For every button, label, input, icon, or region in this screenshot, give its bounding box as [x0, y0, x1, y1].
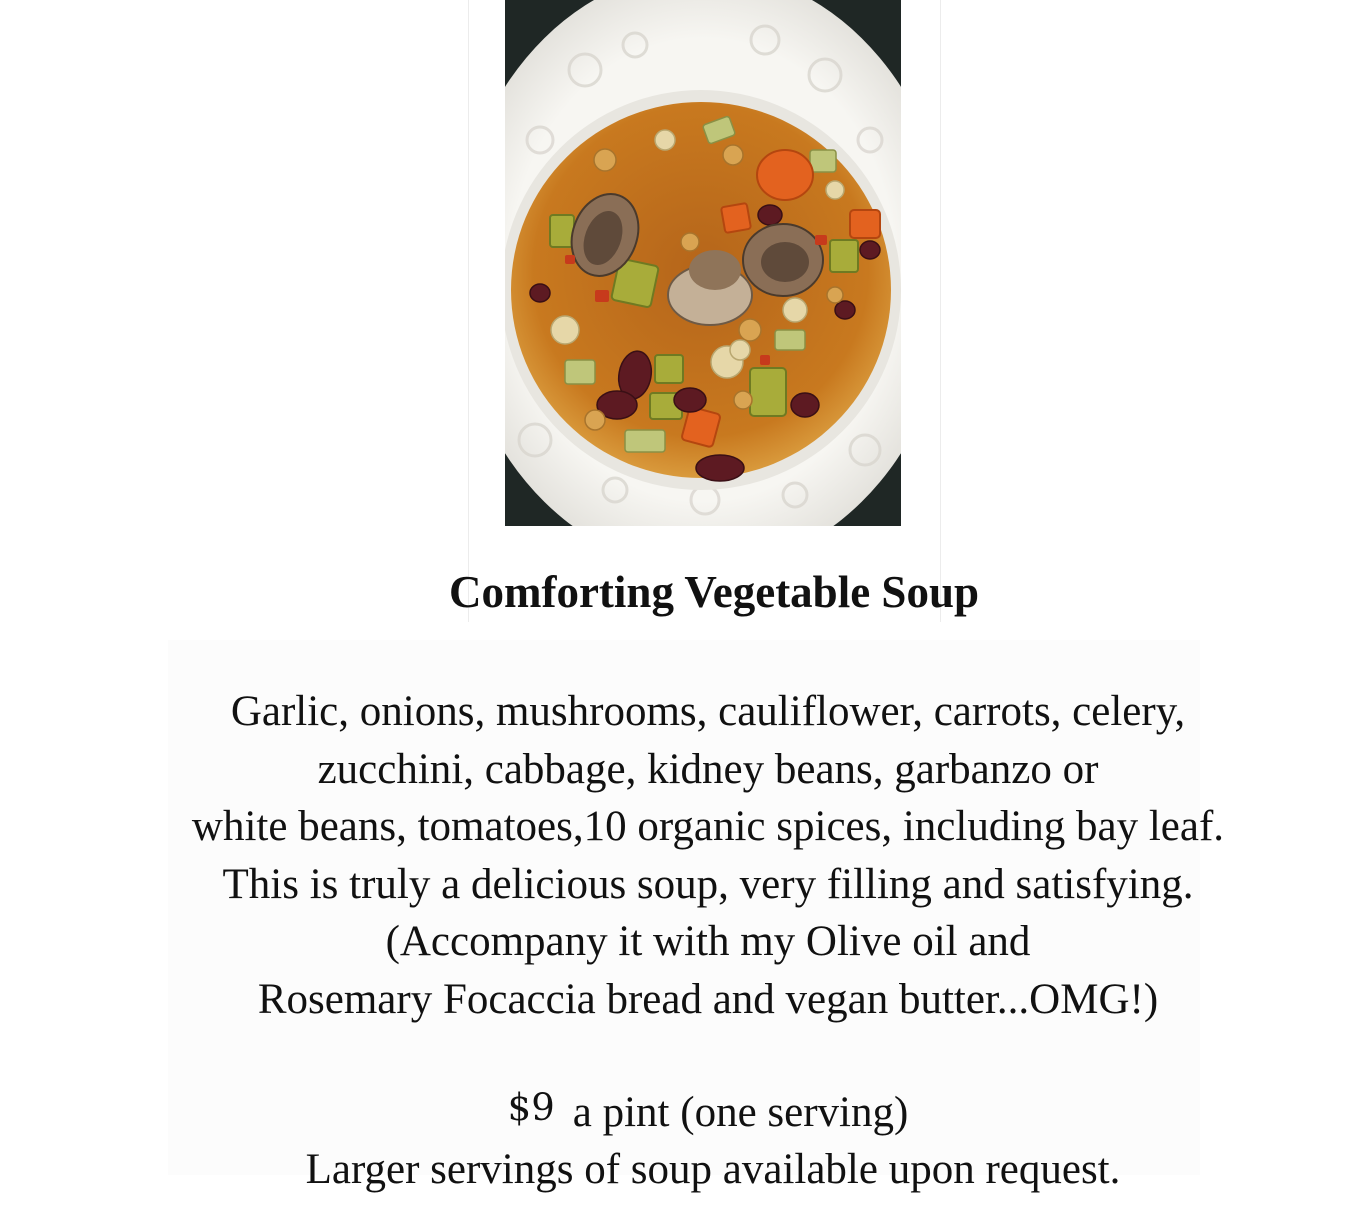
frame-line-right	[940, 0, 941, 622]
soup-photo	[505, 0, 901, 526]
description-line: zucchini, cabbage, kidney beans, garbanzo or	[317, 745, 1099, 793]
description-line: Rosemary Focaccia bread and vegan butter...OMG!)	[257, 975, 1159, 1023]
description-line: (Accompany it with my Olive oil and	[385, 918, 1031, 965]
larger-servings-note: Larger servings of soup available upon request.	[305, 1146, 1121, 1193]
soup-bowl-illustration	[505, 0, 901, 526]
page-title: Comforting Vegetable Soup	[448, 567, 980, 617]
description-line: white beans, tomatoes,10 organic spices, including bay leaf.	[191, 803, 1225, 850]
frame-line-left	[468, 0, 469, 622]
price-unit: a pint (one serving)	[572, 1089, 909, 1136]
description-line: Garlic, onions, mushrooms, cauliflower, carrots, celery,	[230, 688, 1186, 735]
description-line: This is truly a delicious soup, very filling and satisfying.	[222, 860, 1194, 908]
soup-description	[0, 683, 1360, 1028]
price-line	[0, 1084, 1360, 1142]
price-value: $9	[507, 1086, 555, 1129]
